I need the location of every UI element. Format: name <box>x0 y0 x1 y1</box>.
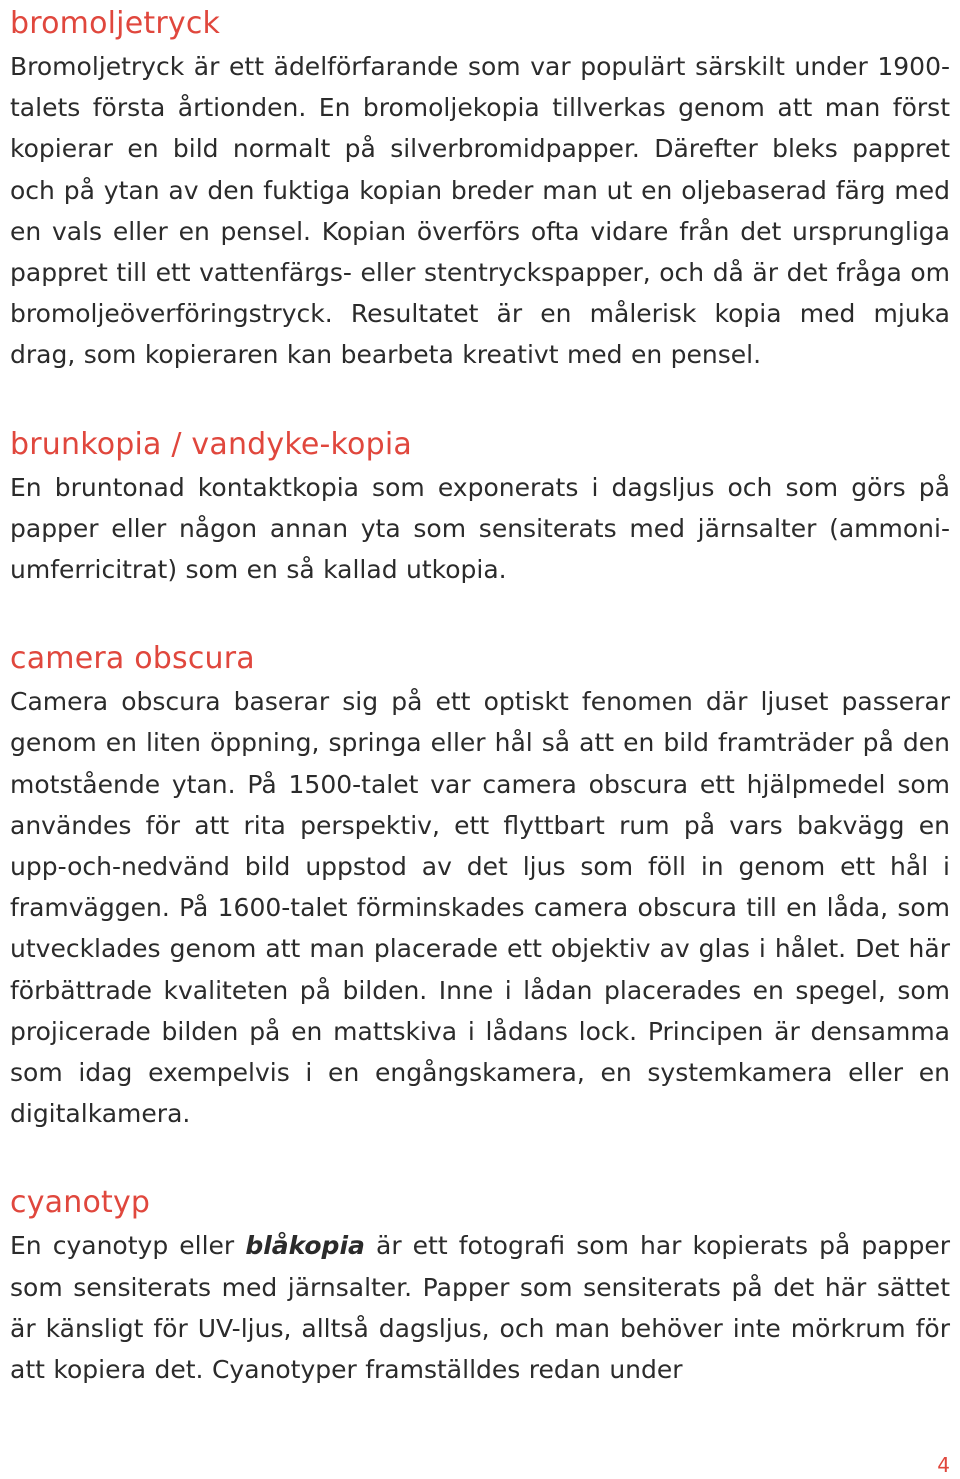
page-number: 4 <box>937 1453 950 1477</box>
document-page <box>10 0 950 1390</box>
description-text: En cyanotyp eller <box>10 1231 246 1261</box>
glossary-entry-camera-obscura <box>10 638 950 1134</box>
term-description: En bruntonad kontaktkopia som exponerats i dagsljus och som görs på papper eller någon annan yta som sensiterats med järnsalter (ammoniumferricitrat) som en så kallad utkopia. <box>10 472 950 585</box>
glossary-entry-brunkopia <box>10 424 950 591</box>
glossary-entry-cyanotyp <box>10 1182 950 1390</box>
term-heading: cyanotyp <box>10 1185 151 1221</box>
term-description: Camera obscura baserar sig på ett optiskt fenomen där ljuset passerar genom en liten öppning, springa eller hål så att en bild framträder på den motstående ytan. På 1500-talet var camera obscura ett hjälpmedel som användes för att rita perspektiv, ett flyttbart rum på vars bakvägg en upp-och-nedvänd bild uppstod av det ljus som föll in genom ett hål i framväggen. På 1600-talet förminskades camera obscura till en låda, som utvecklades genom att man placerade ett objektiv av glas i hålet. Det här förbättrade kvaliteten på bilden. Inne i lådan placerades en spegel, som projicerade bilden på en mattskiva i lådans lock. Principen är densamma som idag exempelvis i en engångskamera, en systemkamera eller en digitalkamera. <box>10 687 950 1129</box>
glossary-entry-bromoljetryck <box>10 3 950 376</box>
term-heading: camera obscura <box>10 641 255 677</box>
emphasized-term: blåkopia <box>245 1231 365 1261</box>
term-heading: bromoljetryck <box>10 6 221 41</box>
description-text: är ett fotografi som har kopierats på papper som sensiterats med järnsalter. Papper som sensiterats på det här sättet är känsligt för UV-ljus, alltså dagsljus, och man behöver inte mörkrum för att kopiera det. Cyanotyper framställdes redan under <box>10 1231 950 1385</box>
term-description: Bromoljetryck är ett ädelförfarande som var populärt särskilt under 1900-talets första årtionden. En bromoljekopia tillverkas genom att man först kopierar en bild normalt på silverbromidpapper. Därefter bleks pappret och på ytan av den fuktiga kopian breder man ut en oljebaserad färg med en vals eller en pensel. Kopian överförs ofta vidare från det ursprungliga pappret till ett vattenfärgs- eller stentryckspapper, och då är det fråga om bromoljeöverföringstryck. Resultatet är en målerisk kopia med mjuka drag, som kopieraren kan bearbeta kreativt med en pensel. <box>10 52 950 370</box>
term-description <box>10 1225 950 1390</box>
term-heading: brunkopia / vandyke-kopia <box>10 426 412 462</box>
